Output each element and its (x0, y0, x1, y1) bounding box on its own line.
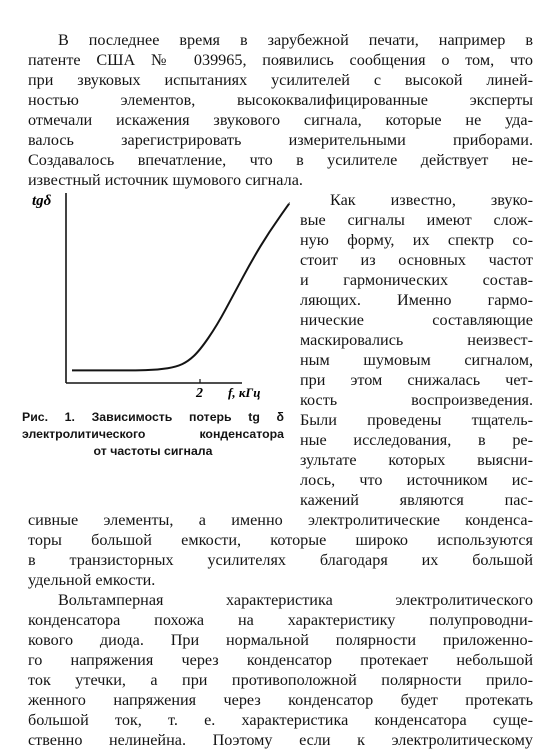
figure-caption (22, 409, 284, 460)
text-line: Вольтамперная характеристика электролитического (58, 591, 533, 609)
caption-line: от частоты сигнала (93, 444, 213, 458)
text-line: ственно нелинейна. Поэтому если к электролитическому (28, 731, 533, 749)
text-line: при звуковых испытаниях усилителей с высокой линей- (28, 71, 533, 89)
text-line: го напряжения через конденсатор протекает небольшой (28, 651, 533, 669)
loss-tangent-chart (20, 183, 290, 408)
text-line: кость воспроизведения. (300, 391, 533, 409)
text-line: вые сигналы имеют слож- (300, 211, 533, 229)
text-line: известный источник шумового сигнала. (28, 171, 303, 189)
text-line: Были проведены тщатель- (300, 411, 533, 429)
text-line: конденсатора похожа на характеристику полупроводни- (28, 611, 533, 629)
series-line (72, 203, 290, 370)
text-line: кового диода. При нормальной полярности приложенно- (28, 631, 533, 649)
text-line: кажений являются пас- (300, 491, 533, 509)
text-line: женного напряжения через конденсатор будет протекать (28, 691, 533, 709)
text-line: и гармонических состав- (300, 271, 533, 289)
text-line: валось зарегистрировать измерительными приборами. (28, 131, 533, 149)
text-line: в транзисторных усилителях благодаря их большой (28, 551, 533, 569)
text-line: ные исследования, в ре- (300, 431, 533, 449)
text-line: маскировались неизвест- (300, 331, 533, 349)
text-line: Как известно, звуко- (330, 191, 533, 209)
text-line: при этом снижалась чет- (300, 371, 533, 389)
text-line: лось, что источником ис- (300, 471, 533, 489)
text-line: большой ток, т. е. характеристика конденсатора суще- (28, 711, 533, 729)
text-line: ностью элементов, высококвалифицированные эксперты (28, 91, 533, 109)
text-line: отмечали искажения звукового сигнала, которые не уда- (28, 111, 533, 129)
text-line: ток утечки, а при противоположной полярности прило- (28, 671, 533, 689)
text-line: ным шумовым сигналом, (300, 351, 533, 369)
text-line: стоит из основных частот (300, 251, 533, 269)
text-line: В последнее время в зарубежной печати, например в (58, 31, 533, 49)
text-line: нические составляющие (300, 311, 533, 329)
x-tick-label: 2 (196, 386, 203, 401)
text-line: патенте США № 039965, появились сообщения о том, что (28, 51, 533, 69)
caption-line: Рис. 1. Зависимость потерь tg δ (22, 410, 284, 424)
y-axis-label: tgδ (32, 193, 52, 209)
caption-line: электролитического конденсатора (22, 427, 284, 441)
text-line: сивные элементы, а именно электролитические конденса- (28, 511, 533, 529)
text-line: ляющих. Именно гармо- (300, 291, 533, 309)
text-line: зультате которых выясни- (300, 451, 533, 469)
text-line: удельной емкости. (28, 571, 156, 589)
text-line: ную форму, их спектр со- (300, 231, 533, 249)
x-axis-label: f, кГц (228, 385, 261, 400)
text-line: Создавалось впечатление, что в усилителе действует не- (28, 151, 533, 169)
text-line: торы большой емкости, которые широко используются (28, 531, 533, 549)
